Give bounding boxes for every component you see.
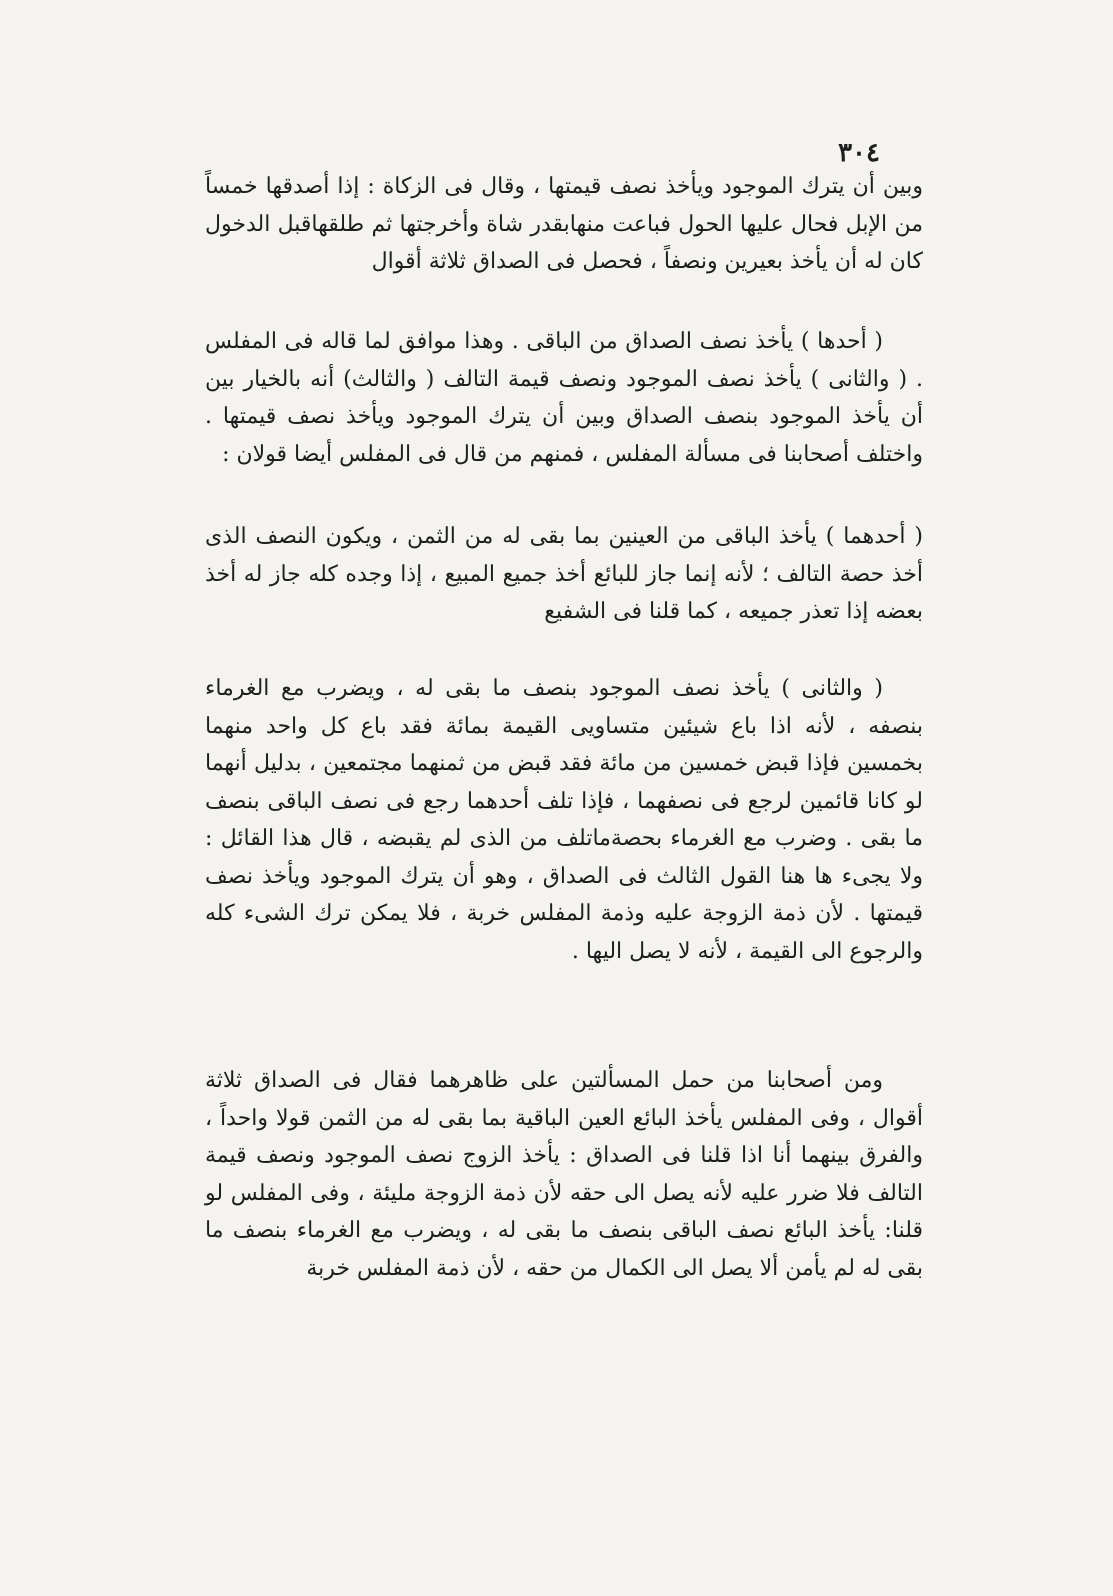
paragraph [205,670,923,970]
paragraph-text: ( أحدهما ) يأخذ الباقى من العينين بما بقى له من الثمن ، ويكون النصف الذى أخذ حصة التالف ؛ لأنه إنما جاز للبائع أخذ جميع المبيع ، إذا وجده كله جاز له أخذ بعضه إذا تعذر جميعه ، كما قلنا فى الشفيع [205,524,923,624]
page-number: ٣٠٤ [838,138,880,168]
paragraph [205,168,923,281]
paragraph [205,518,923,631]
paragraph-text: ( والثانى ) يأخذ نصف الموجود بنصف ما بقى له ، ويضرب مع الغرماء بنصفه ، لأنه اذا باع شيئين متساويى القيمة بمائة فقد باع كل واحد منهما بخمسين فإذا قبض خمسين من مائة فقد قبض من ثمنهما مجتمعين ، بدليل أنهما لو كانا قائمين لرجع فى نصفهما ، فإذا تلف أحدهما رجع فى نصف الباقى بنصف ما بقى . وضرب مع الغرماء بحصةماتلف من الذى لم يقبضه ، قال هذا القائل : ولا يجىء ها هنا القول الثالث فى الصداق ، وهو أن يترك الموجود ويأخذ نصف قيمتها . لأن ذمة الزوجة عليه وذمة المفلس خربة ، فلا يمكن ترك الشىء كله والرجوع الى القيمة ، لأنه لا يصل اليها . [205,676,923,964]
paragraph [205,323,923,473]
paragraph-text: ( أحدها ) يأخذ نصف الصداق من الباقى . وهذا موافق لما قاله فى المفلس . ( والثانى ) يأخذ نصف الموجود ونصف قيمة التالف ( والثالث) أنه بالخيار بين أن يأخذ الموجود بنصف الصداق وبين أن يترك الموجود ويأخذ نصف قيمتها . واختلف أصحابنا فى مسألة المفلس ، فمنهم من قال فى المفلس أيضا قولان : [205,329,923,467]
paragraph-text: ومن أصحابنا من حمل المسألتين على ظاهرهما فقال فى الصداق ثلاثة أقوال ، وفى المفلس يأخذ البائع العين الباقية بما بقى له من الثمن قولا واحداً ، والفرق بينهما أنا اذا قلنا فى الصداق : يأخذ الزوج نصف الموجود ونصف قيمة التالف فلا ضرر عليه لأنه يصل الى حقه لأن ذمة الزوجة مليئة ، وفى المفلس لو قلنا: يأخذ البائع نصف الباقى بنصف ما بقى له ، ويضرب مع الغرماء بنصف ما بقى له لم يأمن ألا يصل الى الكمال من حقه ، لأن ذمة المفلس خربة [205,1068,924,1281]
paragraph-text: وبين أن يترك الموجود ويأخذ نصف قيمتها ، وقال فى الزكاة : إذا أصدقها خمساً من الإبل فحال عليها الحول فباعت منهابقدر شاة وأخرجتها ثم طلقهاقبل الدخول كان له أن يأخذ بعيرين ونصفاً ، فحصل فى الصداق ثلاثة أقوال [205,174,923,274]
paragraph [205,1062,923,1287]
